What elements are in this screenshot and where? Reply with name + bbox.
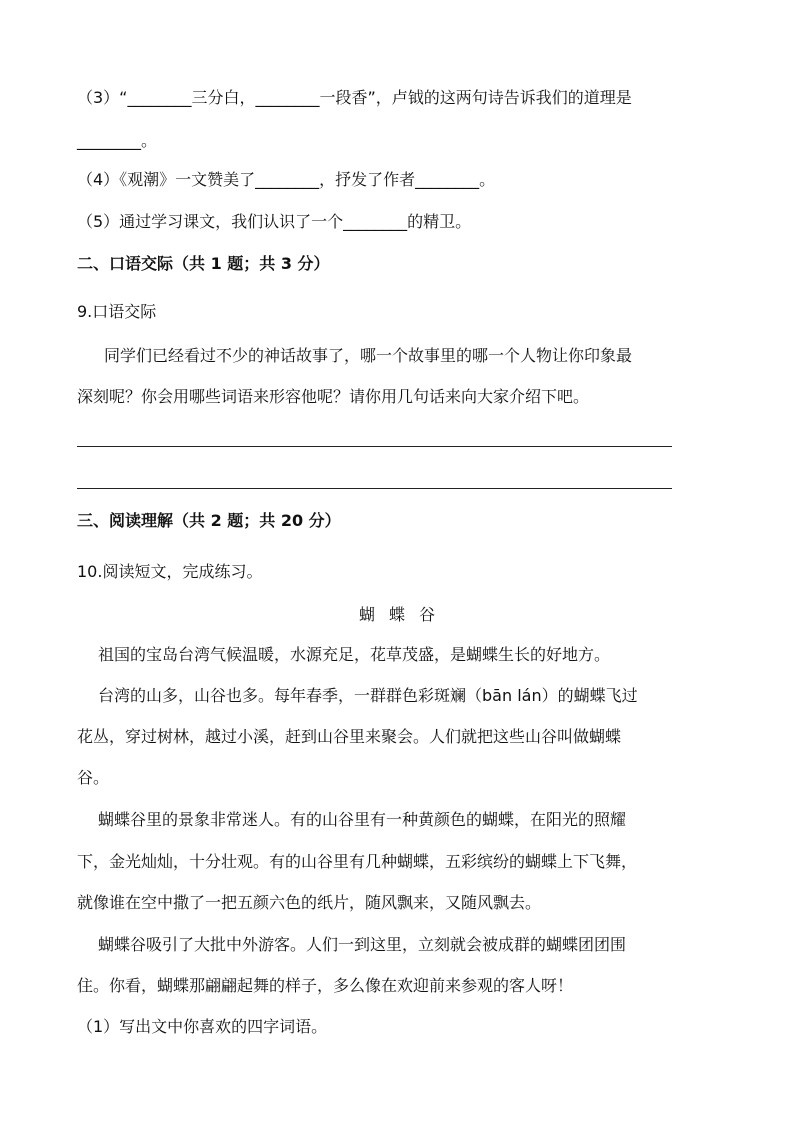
question-8-item-5: （5）通过学习课文，我们认识了一个________的精卫。 xyxy=(77,212,472,231)
answer-line-1[interactable] xyxy=(77,446,672,447)
passage-paragraph-2-line-2: 花丛，穿过树林，越过小溪，赶到山谷里来聚会。人们就把这些山谷叫做蝴蝶 xyxy=(77,727,622,746)
question-9-prompt-line-1: 同学们已经看过不少的神话故事了，哪一个故事里的哪一个人物让你印象最 xyxy=(104,346,633,365)
section-3-heading: 三、阅读理解（共 2 题；共 20 分） xyxy=(77,511,341,530)
passage-paragraph-2-line-3: 谷。 xyxy=(77,768,110,787)
passage-paragraph-3-line-1: 蝴蝶谷里的景象非常迷人。有的山谷里有一种黄颜色的蝴蝶，在阳光的照耀 xyxy=(98,810,627,829)
passage-paragraph-4-line-1: 蝴蝶谷吸引了大批中外游客。人们一到这里，立刻就会被成群的蝴蝶团团围 xyxy=(98,935,627,954)
section-2-heading: 二、口语交际（共 1 题；共 3 分） xyxy=(77,254,330,273)
question-10-label: 10.阅读短文，完成练习。 xyxy=(77,562,263,581)
passage-title: 蝴蝶谷 xyxy=(358,605,449,624)
question-9-label: 9.口语交际 xyxy=(77,302,157,321)
passage-paragraph-2-line-1: 台湾的山多，山谷也多。每年春季，一群群色彩斑斓（bān lán）的蝴蝶飞过 xyxy=(98,686,638,705)
passage-paragraph-4-line-2: 住。你看，蝴蝶那翩翩起舞的样子，多么像在欢迎前来参观的客人呀！ xyxy=(77,976,574,995)
question-9-prompt-line-2: 深刻呢？你会用哪些词语来形容他呢？请你用几句话来向大家介绍下吧。 xyxy=(77,387,590,406)
passage-paragraph-1: 祖国的宝岛台湾气候温暖，水源充足，花草茂盛，是蝴蝶生长的好地方。 xyxy=(98,645,611,664)
passage-paragraph-3-line-3: 就像谁在空中撒了一把五颜六色的纸片，随风飘来，又随风飘去。 xyxy=(77,893,542,912)
question-8-item-3-line-1: （3）“________三分白，________一段香”，卢钺的这两句诗告诉我们的道理是 xyxy=(77,88,632,107)
question-10-sub-1: （1）写出文中你喜欢的四字词语。 xyxy=(77,1017,328,1036)
question-8-item-3-line-2: ________。 xyxy=(77,131,158,150)
passage-paragraph-3-line-2: 下，金光灿灿，十分壮观。有的山谷里有几种蝴蝶，五彩缤纷的蝴蝶上下飞舞， xyxy=(77,852,638,871)
answer-line-2[interactable] xyxy=(77,488,672,489)
question-8-item-4: （4）《观潮》一文赞美了________，抒发了作者________。 xyxy=(77,170,496,189)
